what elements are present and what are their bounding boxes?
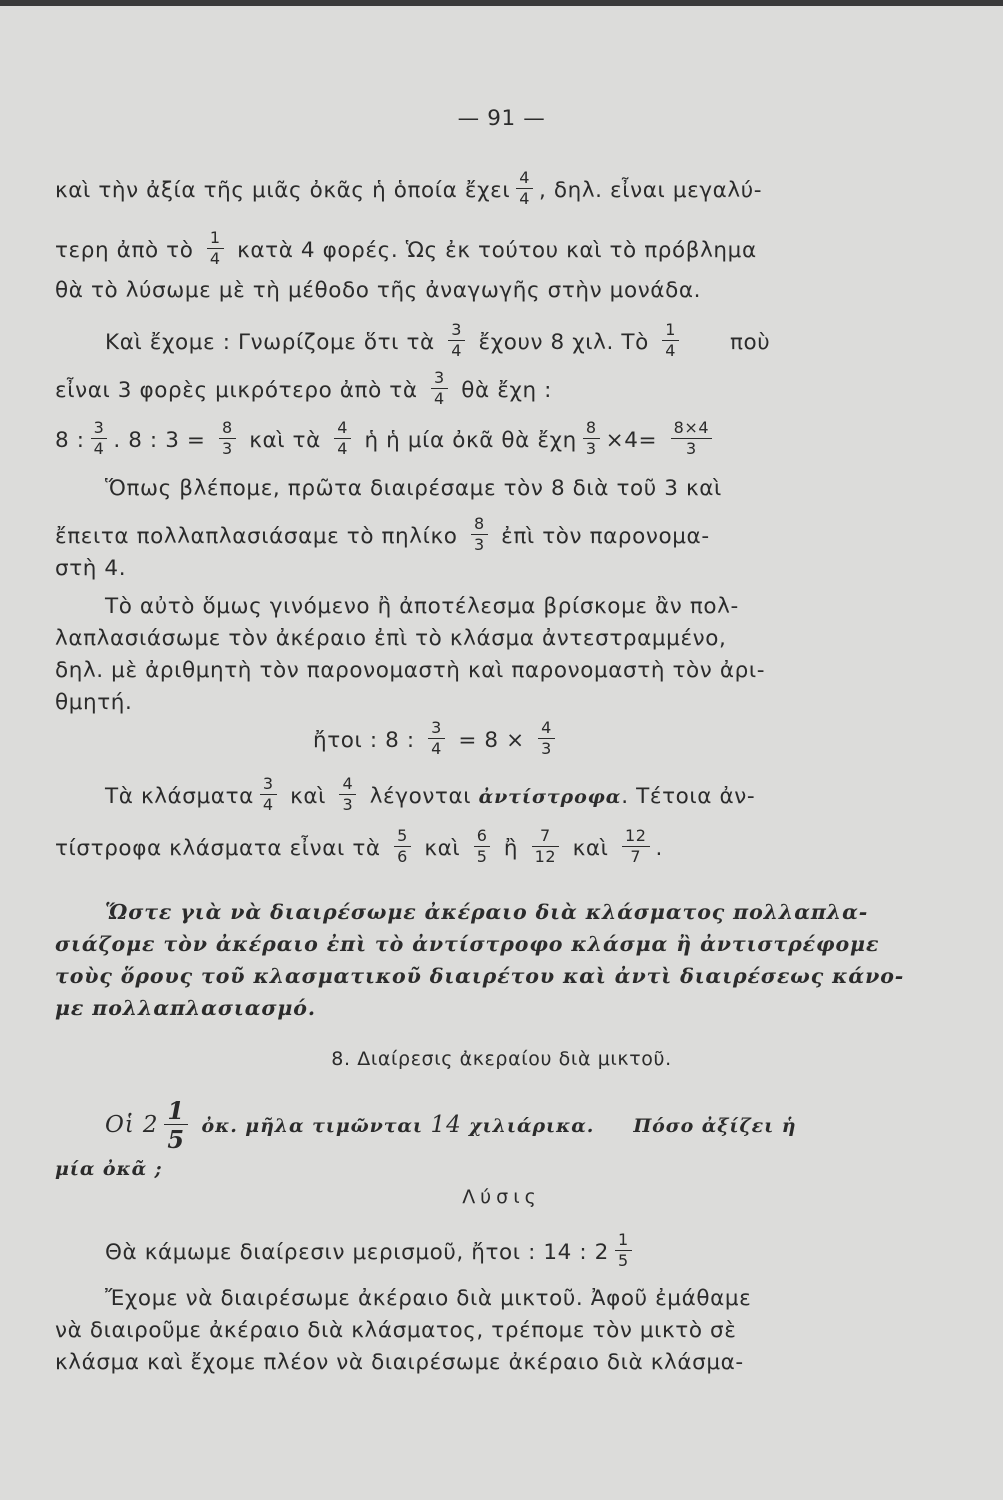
numerator: 1: [662, 322, 679, 341]
fraction-4-3: [339, 776, 356, 814]
numerator: 1: [207, 230, 224, 249]
denominator: 7: [630, 846, 642, 866]
fraction-4-3: [538, 720, 555, 758]
numerator: 7: [532, 828, 560, 847]
text: καὶ: [424, 835, 461, 861]
text-line-3: θὰ τὸ λύσωμε μὲ τὴ μέθοδο τῆς ἀναγωγῆς στὴν μονάδα.: [55, 278, 702, 303]
denominator: 4: [519, 188, 530, 208]
text: καὶ τὴν ἀξία τῆς μιᾶς ὀκᾶς ἡ ὁποία ἔχει: [55, 177, 511, 203]
section-heading: 8. Διαίρεσις ἀκεραίου διὰ μικτοῦ.: [331, 1048, 672, 1070]
denominator: 6: [397, 846, 408, 866]
text: ἔχουν 8 χιλ. Τὸ: [478, 329, 649, 355]
text: κατὰ 4 φορές. Ὡς ἐκ τούτου καὶ τὸ πρόβλημα: [237, 237, 757, 263]
fraction-8-3: [471, 516, 488, 554]
text-line-12: δηλ. μὲ ἀριθμητὴ τὸν παρονομαστὴ καὶ παρονομαστὴ τὸν ἀρι-: [55, 658, 766, 683]
denominator: 3: [342, 794, 354, 814]
denominator: 4: [337, 438, 349, 458]
rule-line-1: Ὥστε γιὰ νὰ διαιρέσωμε ἀκέραιο διὰ κλάσματος πολλαπλα-: [105, 900, 869, 924]
text: καὶ: [290, 783, 327, 809]
text: ὀκ. μῆλα τιμῶνται: [201, 1115, 424, 1138]
fraction-4-4: [334, 420, 351, 458]
fraction-8-3: [583, 420, 600, 458]
text-line-6: [55, 418, 945, 460]
text: = 8 ×: [458, 727, 525, 753]
text: ×4=: [605, 427, 658, 453]
text: Πόσο ἀξίζει ἡ: [633, 1115, 797, 1138]
text-line-5: [55, 368, 945, 410]
numerator: 5: [394, 828, 411, 847]
text: ἔπειτα πολλαπλασιάσαμε τὸ πηλίκο: [55, 523, 458, 549]
numerator: 12: [622, 828, 650, 847]
text: χιλιάρικα.: [469, 1115, 595, 1138]
text: 14: [430, 1112, 462, 1139]
text-line-1: [55, 168, 945, 210]
denominator: 3: [585, 438, 597, 458]
fraction-6-5: [474, 828, 491, 866]
numerator: 3: [448, 322, 465, 341]
numerator: 8: [583, 420, 600, 439]
numerator: 3: [260, 776, 277, 795]
text-line-11: λαπλασιάσωμε τὸν ἀκέραιο ἐπὶ τὸ κλάσμα ἀντεστραμμένο,: [55, 626, 727, 651]
text: τερη ἀπὸ τὸ: [55, 237, 194, 263]
text: 8 :: [55, 427, 85, 453]
solution-heading: Λύσις: [462, 1186, 541, 1208]
text-line-15: [105, 774, 945, 816]
fraction-3-4: [448, 322, 465, 360]
denominator: 4: [93, 438, 105, 458]
text: λέγονται: [369, 783, 472, 809]
text-line-8: [55, 514, 945, 556]
numerator: 3: [91, 420, 108, 439]
text: , δηλ. εἶναι μεγαλύ-: [538, 177, 763, 203]
rule-line-4: με πολλαπλασιασμό.: [55, 996, 316, 1020]
text: τίστροφα κλάσματα εἶναι τὰ: [55, 835, 381, 861]
denominator: 3: [685, 438, 697, 458]
rule-line-3: τοὺς ὅρους τοῦ κλασματικοῦ διαιρέτου καὶ ἀντὶ διαιρέσεως κάνο-: [55, 964, 905, 988]
solution-line-3: νὰ διαιροῦμε ἀκέραιο διὰ κλάσματος, τρέπομε τὸν μικτὸ σὲ: [55, 1318, 737, 1343]
text: Τὰ κλάσματα: [105, 783, 254, 809]
denominator: 3: [473, 534, 485, 554]
fraction-5-6: [394, 828, 411, 866]
numerator: 4: [538, 720, 555, 739]
text: Θὰ κάμωμε διαίρεσιν μερισμοῦ, ἤτοι : 14 : 2: [105, 1239, 609, 1265]
solution-line-4: κλάσμα καὶ ἔχομε πλέον νὰ διαιρέσωμε ἀκέραιο διὰ κλάσμα-: [55, 1350, 744, 1375]
numerator: 1: [164, 1098, 188, 1125]
fraction-1-5: [615, 1232, 632, 1270]
denominator: 3: [221, 438, 233, 458]
text: ποὺ: [729, 329, 771, 355]
numerator: 1: [615, 1232, 632, 1251]
text: ἤτοι : 8 :: [313, 727, 415, 753]
fraction-8x4-3: [671, 420, 713, 458]
denominator: 4: [209, 248, 221, 268]
text-line-7: Ὅπως βλέπομε, πρῶτα διαιρέσαμε τὸν 8 διὰ τοῦ 3 καὶ: [105, 476, 722, 501]
solution-line-1: [105, 1230, 945, 1272]
fraction-3-4: [431, 370, 448, 408]
numerator: 6: [474, 828, 491, 847]
fraction-4-4: [516, 170, 533, 208]
denominator: 4: [451, 340, 463, 360]
fraction-3-4: [260, 776, 277, 814]
denominator: 4: [434, 388, 445, 408]
numerator: 8: [219, 420, 236, 439]
text: ἡ ἡ μία ὀκᾶ θὰ ἔχη: [364, 427, 577, 453]
equation-line: [313, 718, 713, 760]
fraction-3-4: [428, 720, 445, 758]
numerator: 4: [334, 420, 351, 439]
text: ἐπὶ τὸν παρονομα-: [501, 523, 710, 549]
text-line-2: [55, 228, 945, 270]
denominator: 4: [262, 794, 274, 814]
numerator: 4: [516, 170, 533, 189]
text: ἢ: [503, 835, 519, 861]
fraction-12-7: [622, 828, 650, 866]
fraction-8-3: [219, 420, 236, 458]
fraction-1-5: [164, 1096, 188, 1155]
fraction-1-4: [662, 322, 679, 360]
numerator: 3: [428, 720, 445, 739]
denominator: 4: [665, 340, 677, 360]
emphasis-text: ἀντίστροφα: [478, 785, 622, 808]
text: . 8 : 3 =: [113, 427, 206, 453]
text: .: [655, 835, 663, 861]
numerator: 3: [431, 370, 448, 389]
text: . Τέτοια ἀν-: [621, 783, 756, 809]
fraction-3-4: [91, 420, 108, 458]
text: Καὶ ἔχομε : Γνωρίζομε ὅτι τὰ: [105, 329, 435, 355]
text-line-16: [55, 826, 945, 868]
denominator: 5: [617, 1250, 629, 1270]
denominator: 4: [431, 738, 442, 758]
text: εἶναι 3 φορὲς μικρότερο ἀπὸ τὰ: [55, 377, 418, 403]
text: καὶ τὰ: [249, 427, 321, 453]
numerator: 8×4: [671, 420, 713, 439]
text-line-13: θμητή.: [55, 690, 133, 715]
page-top-edge: [0, 0, 1003, 6]
rule-line-2: σιάζομε τὸν ἀκέραιο ἐπὶ τὸ ἀντίστροφο κλάσμα ἢ ἀντιστρέφομε: [55, 932, 880, 956]
denominator: 12: [534, 846, 557, 866]
numerator: 8: [471, 516, 488, 535]
text-line-10: Τὸ αὐτὸ ὅμως γινόμενο ἢ ἀποτέλεσμα βρίσκομε ἂν πολ-: [105, 594, 739, 619]
text: Οἱ 2: [105, 1112, 159, 1139]
page-number: — 91 —: [457, 106, 546, 131]
denominator: 5: [167, 1125, 186, 1155]
fraction-7-12: [532, 828, 560, 866]
problem-line-1: [105, 1096, 945, 1155]
text-line-4: [105, 320, 945, 362]
text-line-9: στὴ 4.: [55, 556, 127, 581]
text: θὰ ἔχη :: [461, 377, 552, 403]
numerator: 4: [339, 776, 356, 795]
text: καὶ: [572, 835, 609, 861]
denominator: 3: [541, 738, 552, 758]
problem-line-2: μία ὀκᾶ ;: [55, 1158, 163, 1180]
solution-line-2: Ἔχομε νὰ διαιρέσωμε ἀκέραιο διὰ μικτοῦ. Ἀφοῦ ἐμάθαμε: [105, 1286, 752, 1311]
fraction-1-4: [207, 230, 224, 268]
denominator: 5: [476, 846, 488, 866]
